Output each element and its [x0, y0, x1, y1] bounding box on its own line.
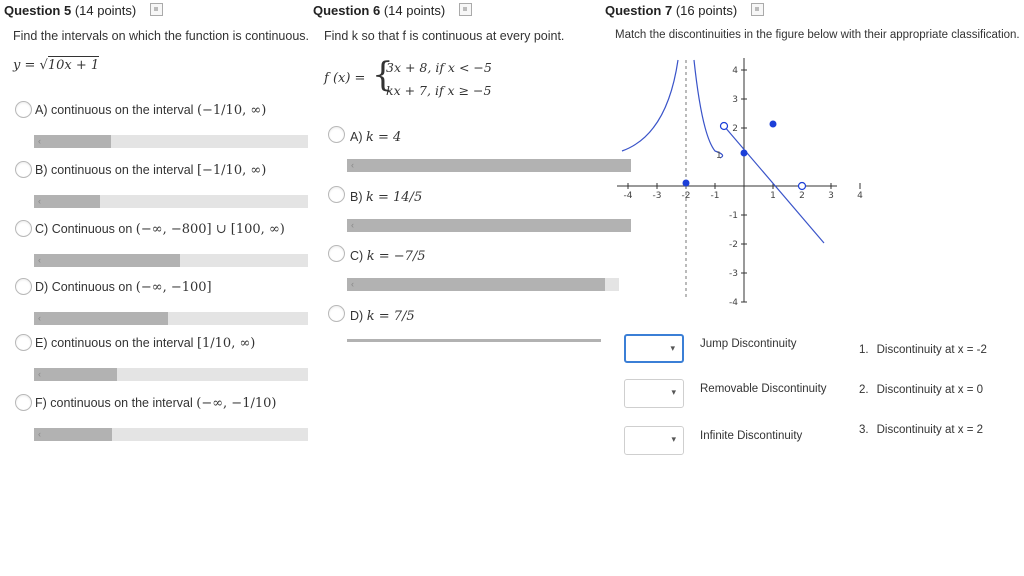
result-bar-fill [34, 428, 112, 441]
option-math: (−1/10, ∞) [196, 103, 267, 118]
q5-option-radio[interactable] [15, 394, 32, 411]
bar-arrow-icon: ‹ [38, 429, 41, 439]
result-bar-fill [34, 135, 111, 148]
q6-header [313, 3, 472, 18]
x-tick-label: -1 [710, 191, 720, 201]
q6-brace: { [372, 55, 394, 95]
bar-arrow-icon: ‹ [351, 160, 354, 170]
option-math: (−∞, −800] ∪ [100, ∞) [135, 222, 285, 237]
q5-option-result-bar [34, 254, 308, 267]
option-letter: D) [35, 280, 49, 294]
option-math: k = −7/5 [366, 249, 426, 264]
classification-label: Discontinuity at x = 2 [876, 424, 984, 436]
result-bar-fill [34, 254, 180, 267]
q6-prompt: Find k so that f is continuous at every point. [324, 29, 565, 43]
result-bar-fill [34, 195, 100, 208]
q5-option-label[interactable] [35, 103, 266, 118]
chevron-down-icon: ▾ [671, 387, 676, 397]
point-filled-isolated [770, 121, 777, 128]
q6-option-label[interactable] [350, 249, 426, 264]
y-one-label: 1 [716, 151, 722, 161]
q7-title: Question 7 [605, 3, 673, 18]
q6-flag-icon[interactable] [459, 3, 472, 16]
q5-option-radio[interactable] [15, 220, 32, 237]
q7-graph [612, 50, 863, 310]
option-text: continuous on the interval [50, 163, 194, 177]
classification-label: Discontinuity at x = -2 [876, 344, 987, 356]
q7-header [605, 3, 764, 18]
x-tick-label: -4 [623, 191, 633, 201]
option-text: Continuous on [51, 280, 133, 294]
option-letter: B) [350, 190, 363, 204]
q6-option-result-bar [347, 278, 619, 291]
bar-arrow-icon: ‹ [351, 220, 354, 230]
curve-middle-branch [694, 60, 723, 158]
option-letter: C) [350, 249, 364, 263]
q7-classification-item [859, 424, 983, 436]
option-letter: E) [35, 336, 48, 350]
option-letter: A) [350, 130, 363, 144]
result-bar-fill [34, 368, 117, 381]
option-math: [1/10, ∞) [196, 336, 256, 351]
option-math: k = 14/5 [365, 190, 423, 205]
q6-option-label[interactable] [350, 309, 415, 324]
point-open-x2 [799, 183, 806, 190]
q5-option-radio[interactable] [15, 334, 32, 351]
curve-right-line [724, 126, 824, 243]
q6-piece2: kx + 7, if x ≥ −5 [386, 83, 492, 98]
q5-option-result-bar [34, 135, 308, 148]
q6-piece1: 3x + 8, if x < −5 [386, 60, 492, 75]
x-tick-label: -3 [652, 191, 662, 201]
y-tick-label: 3 [732, 95, 738, 105]
q5-function: y = √10x + 1 [13, 58, 100, 73]
q5-header [4, 3, 163, 18]
q6-points: (14 points) [383, 3, 446, 18]
classification-number: 1. [859, 344, 869, 356]
point-filled-x0-y1 [741, 150, 748, 157]
q7-flag-icon[interactable] [751, 3, 764, 16]
result-bar-fill [347, 159, 631, 172]
option-letter: C) [35, 222, 49, 236]
classification-number: 3. [859, 424, 869, 436]
q6-option-label[interactable] [350, 190, 422, 205]
bar-arrow-icon: ‹ [38, 255, 41, 265]
option-text: Continuous on [51, 222, 133, 236]
q7-match-select[interactable] [624, 426, 684, 455]
x-tick-label: 2 [799, 191, 805, 201]
x-tick-label: 4 [857, 191, 863, 201]
q7-match-select[interactable] [624, 379, 684, 408]
option-math: (−∞, −1/10) [196, 396, 277, 411]
q7-discontinuity-type: Infinite Discontinuity [700, 430, 803, 442]
q5-option-radio[interactable] [15, 278, 32, 295]
q5-option-radio[interactable] [15, 161, 32, 178]
y-tick-label: 4 [732, 66, 738, 76]
bar-arrow-icon: ‹ [38, 136, 41, 146]
x-tick-label: 3 [828, 191, 834, 201]
option-text: continuous on the interval [50, 336, 194, 350]
x-tick-label: -2 [681, 191, 691, 201]
chevron-down-icon: ▾ [670, 343, 675, 353]
option-letter: A) [35, 103, 48, 117]
option-letter: B) [35, 163, 48, 177]
q7-classification-item [859, 384, 983, 396]
option-math: k = 7/5 [366, 309, 415, 324]
q5-option-label[interactable] [35, 336, 255, 351]
q5-prompt: Find the intervals on which the function is continuous. [13, 29, 310, 43]
y-tick-label: -1 [729, 211, 738, 221]
q7-classification-item [859, 344, 987, 356]
q5-option-label[interactable] [35, 222, 285, 237]
chevron-down-icon: ▾ [671, 434, 676, 444]
option-text: continuous on the interval [50, 103, 194, 117]
result-bar-fill [347, 278, 605, 291]
option-text: continuous on the interval [50, 396, 193, 410]
bar-arrow-icon: ‹ [351, 279, 354, 289]
y-tick-label: -3 [729, 269, 738, 279]
q6-fx: f (x) = [324, 71, 366, 86]
q5-option-result-bar [34, 428, 308, 441]
option-letter: D) [350, 309, 364, 323]
q5-option-label[interactable] [35, 280, 212, 295]
q5-title: Question 5 [4, 3, 72, 18]
q6-option-label[interactable] [350, 130, 401, 145]
option-math: [−1/10, ∞) [196, 163, 267, 178]
q5-flag-icon[interactable] [150, 3, 163, 16]
q6-title: Question 6 [313, 3, 381, 18]
x-tick-label: 1 [770, 191, 776, 201]
q7-points: (16 points) [675, 3, 738, 18]
bar-arrow-icon: ‹ [38, 196, 41, 206]
bar-arrow-icon: ‹ [38, 369, 41, 379]
point-open-x0-y2 [721, 123, 728, 130]
bar-arrow-icon: ‹ [38, 313, 41, 323]
classification-label: Discontinuity at x = 0 [876, 384, 984, 396]
result-bar-fill [347, 219, 631, 232]
q6-option-result-bar [347, 159, 631, 172]
q6-option-radio[interactable] [328, 305, 345, 322]
q5-option-label[interactable] [35, 163, 266, 178]
q6-option-result-bar [347, 219, 631, 232]
option-math: (−∞, −100] [135, 280, 212, 295]
q5-option-label[interactable] [35, 396, 276, 411]
q6-option-result-bar [347, 339, 601, 342]
q5-option-result-bar [34, 195, 308, 208]
point-filled-x-neg2 [683, 180, 690, 187]
q7-discontinuity-type: Removable Discontinuity [700, 383, 827, 395]
q6-option-radio[interactable] [328, 245, 345, 262]
option-letter: F) [35, 396, 47, 410]
result-bar-fill [34, 312, 168, 325]
q6-option-radio[interactable] [328, 186, 345, 203]
q7-prompt: Match the discontinuities in the figure below with their appropriate classification. [615, 29, 1020, 41]
y-tick-label: -4 [729, 298, 738, 308]
q7-match-select[interactable] [624, 334, 684, 363]
q5-points: (14 points) [74, 3, 137, 18]
q5-option-result-bar [34, 312, 308, 325]
q5-option-result-bar [34, 368, 308, 381]
q6-option-radio[interactable] [328, 126, 345, 143]
classification-number: 2. [859, 384, 869, 396]
option-math: k = 4 [365, 130, 402, 145]
curve-left-branch [622, 60, 678, 151]
y-tick-label: -2 [729, 240, 738, 250]
y-tick-label: 2 [732, 124, 738, 134]
q7-discontinuity-type: Jump Discontinuity [700, 338, 797, 350]
q5-option-radio[interactable] [15, 101, 32, 118]
